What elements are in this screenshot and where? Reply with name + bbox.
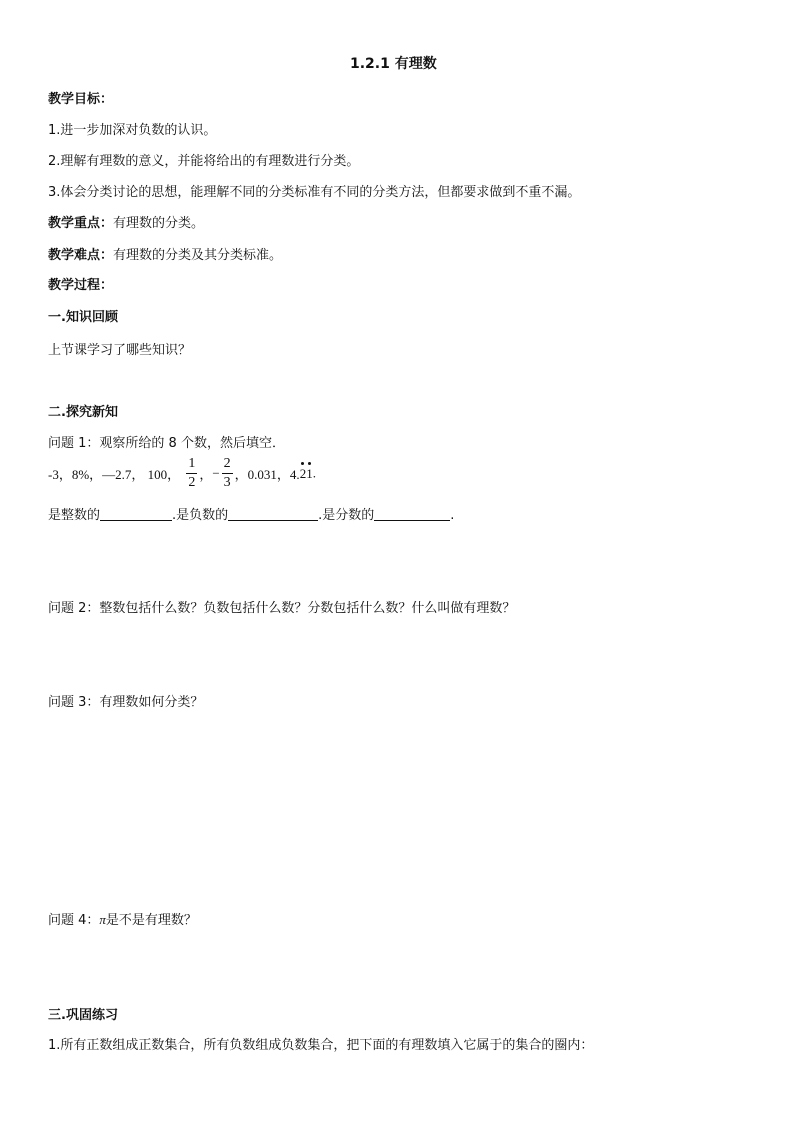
question-4 [48,909,197,928]
fill-in-line [48,504,454,523]
blank-negatives[interactable] [228,508,318,521]
section2-heading: 二.探究新知 [48,405,118,420]
process-label: 教学过程： [48,278,114,293]
section1-text: 上节课学习了哪些知识？ [48,343,192,358]
repeating-digit-1: 2 [299,465,307,481]
exercise-1: 1.所有正数组成正数集合，所有负数组成负数集合，把下面的有理数填入它属于的集合的圈内： [48,1038,594,1053]
numbers-sep: ， [199,467,213,482]
blank-fractions[interactable] [374,508,450,521]
objective-item-1: 1.进一步加深对负数的认识。 [48,123,217,138]
numbers-part-a: -3，8%，—2.7， 100， [48,467,181,482]
fill-fraction-label: .是分数的 [318,508,375,523]
page-title: 1.2.1 有理数 [350,56,437,72]
key-point-text: 有理数的分类。 [113,216,205,231]
question-3: 问题 3：有理数如何分类？ [48,695,204,710]
fraction-two-thirds [222,455,233,492]
numbers-part-b: ，0.031，4. [234,467,300,482]
fill-integer-label: 是整数的 [48,508,101,523]
minus-sign: − [212,465,220,481]
question-2: 问题 2：整数包括什么数？负数包括什么数？分数包括什么数？什么叫做有理数？ [48,601,516,616]
fill-negative-label: .是负数的 [172,508,229,523]
fraction-one-half [186,455,197,492]
key-point [48,212,204,231]
fraction-2-numerator: 2 [222,455,233,474]
question-4-prefix: 问题 4： [48,913,100,928]
numbers-end: . [312,465,316,481]
fraction-1-numerator: 1 [186,455,197,474]
fraction-1-denominator: 2 [188,475,196,490]
difficulty [48,244,282,263]
blank-integers[interactable] [100,508,172,521]
number-list [48,455,316,492]
section3-heading: 三.巩固练习 [48,1008,118,1023]
question-1: 问题 1：观察所给的 8 个数，然后填空． [48,436,285,451]
objective-item-2: 2.理解有理数的意义，并能将给出的有理数进行分类。 [48,154,360,169]
key-point-label: 教学重点： [48,216,114,231]
objective-item-3: 3.体会分类讨论的思想，能理解不同的分类标准有不同的分类方法，但都要求做到不重不漏。 [48,185,581,200]
repeating-digit-2: 1 [306,465,313,481]
difficulty-text: 有理数的分类及其分类标准。 [113,248,283,263]
fraction-2-denominator: 3 [223,475,231,490]
fill-end: . [450,508,455,523]
section1-heading: 一.知识回顾 [48,310,118,325]
pi-symbol: π [99,912,106,927]
difficulty-label: 教学难点： [48,248,114,263]
question-4-suffix: 是不是有理数？ [105,913,197,928]
objectives-label: 教学目标： [48,92,114,107]
